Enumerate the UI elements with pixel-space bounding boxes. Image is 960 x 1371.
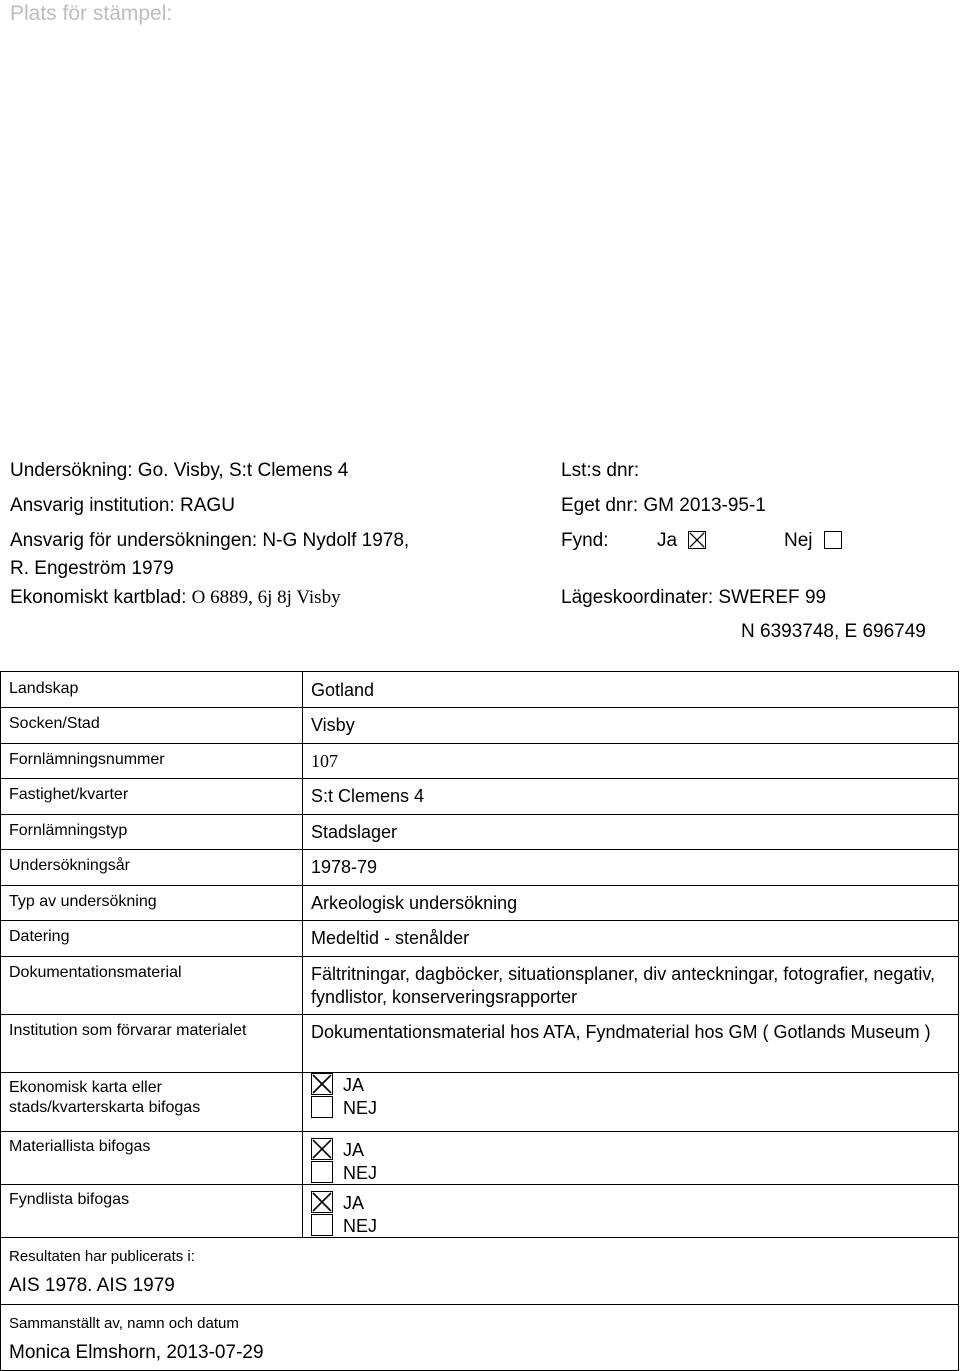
ja-checkbox[interactable] [311, 1138, 333, 1160]
ja-option[interactable] [311, 1191, 631, 1214]
ansvarig-line: Ansvarig för undersökningen: N-G Nydolf 1978, [10, 530, 410, 551]
undersokning-line: Undersökning: Go. Visby, S:t Clemens 4 [10, 460, 349, 481]
publicerats-label: Resultaten har publicerats i: [9, 1248, 195, 1265]
ja-label: JA [343, 1140, 365, 1160]
row-publicerats [1, 1238, 959, 1305]
institution-line: Ansvarig institution: RAGU [10, 495, 235, 516]
row-label: Fornlämningstyp [1, 815, 303, 850]
kartblad-line [10, 587, 341, 609]
nej-label: NEJ [343, 1163, 378, 1183]
nej-checkbox[interactable] [311, 1161, 333, 1183]
ja-label: JA [343, 1075, 365, 1095]
row-label: Socken/Stad [1, 708, 303, 744]
row-undersokningsar [1, 850, 959, 886]
lageskoordinater: Lägeskoordinater: SWEREF 99 [561, 587, 827, 608]
row-fornlamningstyp [1, 815, 959, 850]
fynd-ja-checkbox[interactable] [688, 531, 706, 549]
nej-option[interactable] [311, 1214, 631, 1237]
fynd-ja-option[interactable] [657, 530, 706, 552]
fynd-label: Fynd: [561, 530, 609, 551]
nej-label: NEJ [343, 1098, 378, 1118]
fynd-nej-option[interactable] [784, 530, 842, 552]
row-label: Fastighet/kvarter [1, 779, 303, 815]
row-label: Ekonomisk karta eller stads/kvarterskarta bifogas [1, 1073, 303, 1132]
eget-dnr: Eget dnr: GM 2013-95-1 [561, 495, 766, 516]
nej-option[interactable] [311, 1161, 631, 1184]
row-label: Institution som förvarar materialet [1, 1015, 303, 1073]
row-value: Stadslager [303, 815, 959, 850]
row-karta-bifogas [1, 1073, 959, 1132]
row-label: Materiallista bifogas [1, 1132, 303, 1185]
row-label: Dokumentationsmaterial [1, 957, 303, 1015]
row-typ [1, 886, 959, 921]
ja-option[interactable] [311, 1138, 631, 1161]
row-value: Visby [303, 708, 959, 744]
row-landskap [1, 672, 959, 708]
ansvarig-line-cont: R. Engeström 1979 [10, 558, 174, 579]
row-value: S:t Clemens 4 [303, 779, 959, 815]
nej-option[interactable] [311, 1096, 631, 1119]
ja-checkbox[interactable] [311, 1191, 333, 1213]
row-label: Fornlämningsnummer [1, 744, 303, 779]
row-materiallista [1, 1132, 959, 1185]
row-value: Arkeologisk undersökning [303, 886, 959, 921]
row-institution [1, 1015, 959, 1073]
kartblad-label: Ekonomiskt kartblad: [10, 587, 187, 608]
publicerats-value: AIS 1978. AIS 1979 [9, 1275, 175, 1296]
row-fastighet [1, 779, 959, 815]
ja-checkbox[interactable] [311, 1073, 333, 1095]
row-label: Datering [1, 921, 303, 957]
row-label: Typ av undersökning [1, 886, 303, 921]
coordinates: N 6393748, E 696749 [741, 621, 926, 642]
row-options [303, 1132, 959, 1185]
row-label: Landskap [1, 672, 303, 708]
fynd-nej-checkbox[interactable] [824, 531, 842, 549]
lst-dnr: Lst:s dnr: [561, 460, 640, 481]
row-fyndlista [1, 1185, 959, 1238]
sammanstallt-label: Sammanställt av, namn och datum [9, 1315, 239, 1332]
stamp-placeholder: Plats för stämpel: [10, 2, 173, 25]
sammanstallt-value: Monica Elmshorn, 2013-07-29 [9, 1342, 264, 1363]
row-value: Medeltid - stenålder [303, 921, 959, 957]
fynd-nej-label: Nej [784, 530, 813, 551]
row-value: 1978-79 [303, 850, 959, 886]
ja-label: JA [343, 1193, 365, 1213]
row-datering [1, 921, 959, 957]
row-dokumentation [1, 957, 959, 1015]
nej-checkbox[interactable] [311, 1096, 333, 1118]
row-options [303, 1073, 959, 1132]
row-label: Fyndlista bifogas [1, 1185, 303, 1238]
ja-option[interactable] [311, 1073, 631, 1096]
row-value: 107 [303, 744, 959, 779]
fynd-ja-label: Ja [657, 530, 678, 551]
row-label: Undersökningsår [1, 850, 303, 886]
row-value: Gotland [303, 672, 959, 708]
kartblad-value: O 6889, 6j 8j Visby [191, 587, 341, 608]
row-value: Dokumentationsmaterial hos ATA, Fyndmaterial hos GM ( Gotlands Museum ) [303, 1015, 959, 1073]
row-socken [1, 708, 959, 744]
row-options [303, 1185, 959, 1238]
row-fornlamningsnummer [1, 744, 959, 779]
nej-checkbox[interactable] [311, 1214, 333, 1236]
nej-label: NEJ [343, 1216, 378, 1236]
fornlamning-table [0, 671, 959, 1371]
row-value: Fältritningar, dagböcker, situationsplaner, div anteckningar, fotografier, negativ, fyndlistor, konserveringsrapporter [303, 957, 959, 1015]
